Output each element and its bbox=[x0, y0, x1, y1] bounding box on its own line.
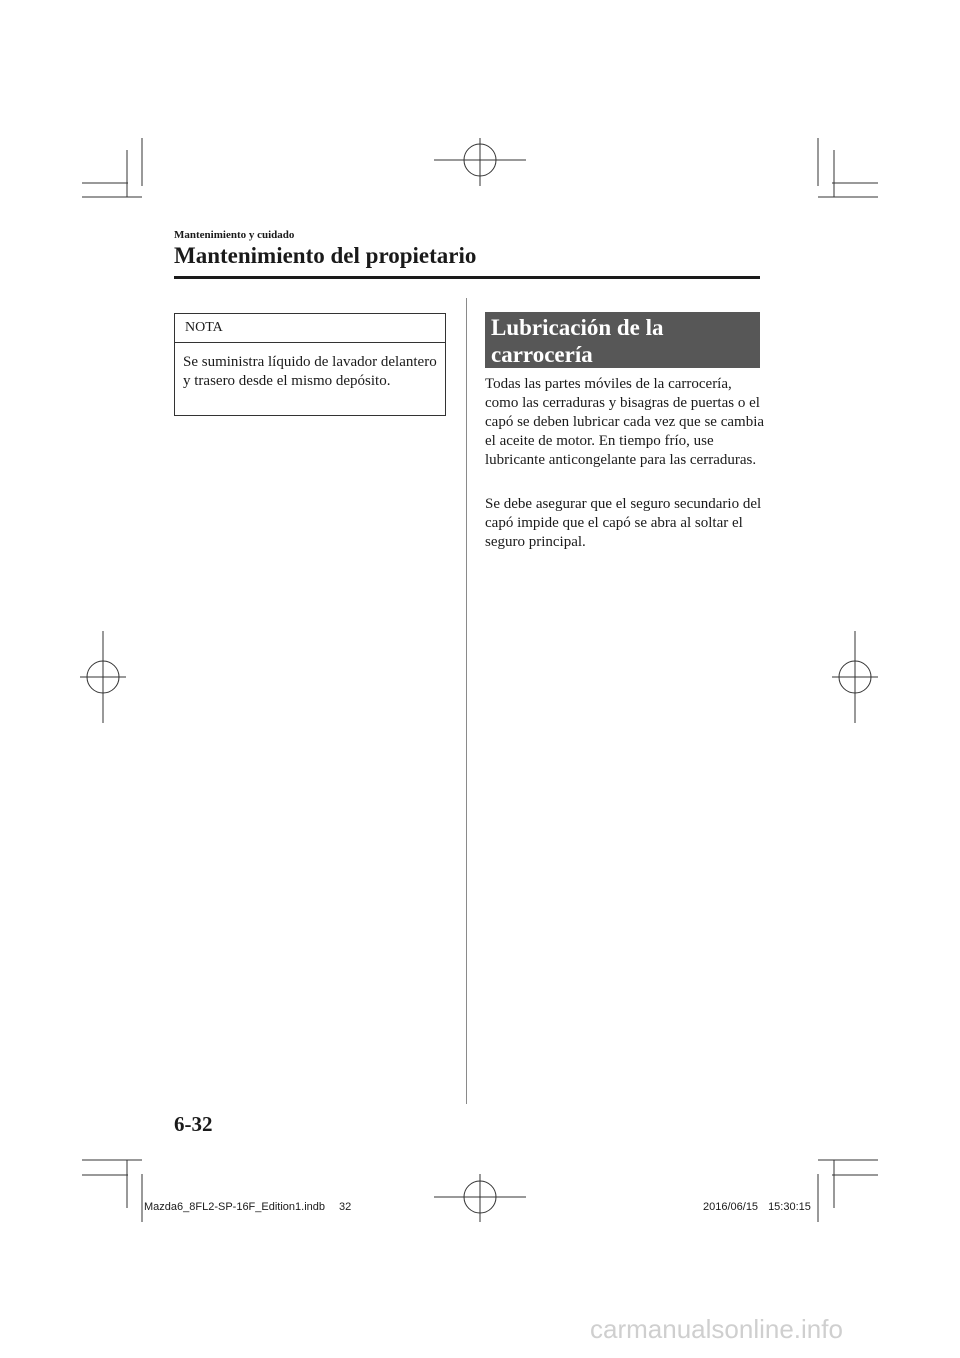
note-box bbox=[174, 313, 446, 416]
footer-time: 15:30:15 bbox=[768, 1201, 811, 1213]
section-heading-line1: Lubricación de la bbox=[491, 315, 664, 340]
column-divider bbox=[466, 298, 467, 1104]
footer-date: 2016/06/15 bbox=[703, 1201, 759, 1213]
footer-file-info bbox=[144, 1201, 351, 1213]
note-label: NOTA bbox=[175, 314, 445, 343]
watermark: carmanualsonline.info bbox=[590, 1314, 843, 1344]
note-text: Se suministra líquido de lavador delantero y trasero desde el mismo depósito. bbox=[183, 354, 437, 389]
footer-timestamp bbox=[703, 1201, 811, 1213]
title-rule bbox=[174, 276, 760, 279]
page-number: 6-32 bbox=[174, 1112, 213, 1136]
section-label: Mantenimiento y cuidado bbox=[174, 229, 295, 241]
section-heading-line2: carrocería bbox=[491, 342, 593, 367]
page-title: Mantenimiento del propietario bbox=[174, 243, 477, 268]
body-paragraph-2: Se debe asegurar que el seguro secundario del capó impide que el capó se abra al soltar el seguro principal. bbox=[485, 496, 762, 550]
section-heading bbox=[485, 312, 760, 368]
body-paragraph-1: Todas las partes móviles de la carrocería, como las cerraduras y bisagras de puertas o el capó se deben lubricar cada vez que se cambia el aceite de motor. En tiempo frío, use lubricante anticongelante para las cerraduras. bbox=[485, 376, 765, 468]
footer-page: 32 bbox=[339, 1201, 352, 1213]
footer-filename: Mazda6_8FL2-SP-16F_Edition1.indb bbox=[144, 1201, 326, 1213]
